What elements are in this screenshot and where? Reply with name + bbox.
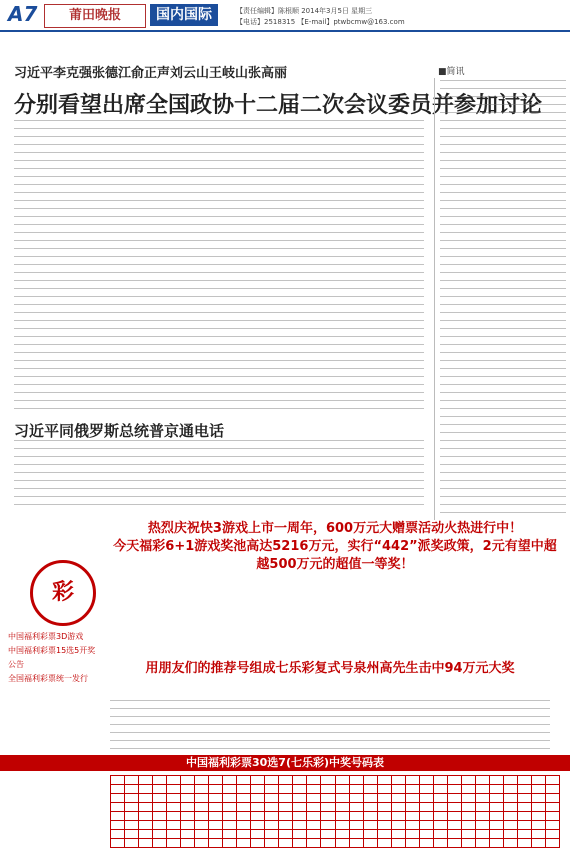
table-cell [251, 821, 265, 830]
table-cell [279, 812, 293, 821]
table-cell [251, 776, 265, 785]
table-cell [321, 785, 335, 794]
table-cell [209, 812, 223, 821]
table-cell [419, 776, 433, 785]
table-cell [125, 776, 139, 785]
table-cell [279, 803, 293, 812]
newspaper-logo: 莆田晚报 [44, 4, 146, 28]
table-cell [503, 776, 517, 785]
table-cell [307, 839, 321, 848]
table-cell [391, 803, 405, 812]
table-cell [181, 821, 195, 830]
table-cell [433, 830, 447, 839]
table-cell [321, 821, 335, 830]
table-cell [209, 839, 223, 848]
table-cell [251, 839, 265, 848]
table-cell [265, 776, 279, 785]
table-cell [433, 785, 447, 794]
table-cell [447, 794, 461, 803]
table-cell [153, 812, 167, 821]
table-cell [181, 785, 195, 794]
table-cell [237, 794, 251, 803]
table-cell [181, 839, 195, 848]
table-cell [377, 785, 391, 794]
table-cell [419, 830, 433, 839]
table-cell [139, 821, 153, 830]
table-cell [279, 776, 293, 785]
table-cell [153, 776, 167, 785]
table-cell [139, 812, 153, 821]
table-cell [391, 794, 405, 803]
table-cell [531, 803, 545, 812]
table-cell [153, 785, 167, 794]
table-cell [391, 830, 405, 839]
table-cell [195, 785, 209, 794]
table-cell [223, 821, 237, 830]
banner-line-1: 热烈庆祝快3游戏上市一周年，600万元大赠票活动火热进行中！ [147, 521, 523, 536]
table-cell [433, 776, 447, 785]
table-cell [209, 803, 223, 812]
table-cell [195, 803, 209, 812]
table-cell [517, 794, 531, 803]
table-cell [419, 794, 433, 803]
table-cell [195, 839, 209, 848]
table-cell [167, 803, 181, 812]
table-cell [545, 821, 559, 830]
table-row [111, 794, 560, 803]
table-cell [321, 839, 335, 848]
table-cell [209, 785, 223, 794]
table-cell [111, 812, 125, 821]
table-row [111, 821, 560, 830]
table-cell [461, 794, 475, 803]
table-cell [167, 785, 181, 794]
table-row [111, 812, 560, 821]
table-cell [503, 839, 517, 848]
table-cell [405, 776, 419, 785]
table-cell [405, 830, 419, 839]
table-cell [349, 803, 363, 812]
section-label: 国内国际 [150, 4, 218, 26]
table-cell [335, 794, 349, 803]
page-number: A7 [8, 2, 38, 26]
table-cell [531, 821, 545, 830]
table-cell [349, 821, 363, 830]
table-cell [475, 803, 489, 812]
table-cell [139, 803, 153, 812]
table-cell [265, 821, 279, 830]
table-cell [237, 830, 251, 839]
table-cell [139, 785, 153, 794]
table-cell [531, 794, 545, 803]
table-cell [545, 803, 559, 812]
table-cell [475, 785, 489, 794]
article-text-2 [14, 440, 424, 510]
table-cell [153, 839, 167, 848]
table-cell [181, 812, 195, 821]
table-cell [251, 785, 265, 794]
kicker: 习近平李克强张德江俞正声刘云山王岐山张高丽 [14, 66, 288, 81]
table-cell [377, 830, 391, 839]
table-cell [293, 830, 307, 839]
table-cell [419, 812, 433, 821]
lottery-article-title: 用朋友们的推荐号组成七乐彩复式号泉州高先生击中94万元大奖 [145, 661, 515, 676]
table-cell [475, 821, 489, 830]
table-cell [335, 803, 349, 812]
table-cell [433, 803, 447, 812]
table-cell [433, 839, 447, 848]
table-cell [489, 821, 503, 830]
table-cell [125, 794, 139, 803]
table-cell [489, 830, 503, 839]
table-cell [377, 776, 391, 785]
table-cell [111, 794, 125, 803]
table-cell [377, 794, 391, 803]
table-cell [195, 830, 209, 839]
table-cell [111, 821, 125, 830]
table-cell [419, 785, 433, 794]
table-cell [111, 776, 125, 785]
table-cell [153, 794, 167, 803]
table-cell [279, 794, 293, 803]
table-cell [293, 812, 307, 821]
table-cell [307, 803, 321, 812]
contact-info: 【电话】2518315 【E-mail】ptwbcmw@163.com [236, 18, 405, 26]
table-cell [447, 803, 461, 812]
lottery-banner [110, 520, 560, 580]
table-cell [321, 812, 335, 821]
ad-line: 中国福利彩票15选5开奖公告 [8, 646, 96, 669]
table-cell [475, 794, 489, 803]
table-cell [307, 776, 321, 785]
table-cell [111, 839, 125, 848]
table-cell [139, 830, 153, 839]
table-cell [391, 839, 405, 848]
table-cell [489, 794, 503, 803]
table-cell [139, 776, 153, 785]
table-cell [363, 776, 377, 785]
table-cell [419, 839, 433, 848]
table-cell [503, 803, 517, 812]
table-cell [139, 794, 153, 803]
table-cell [139, 839, 153, 848]
table-cell [363, 803, 377, 812]
table-cell [391, 821, 405, 830]
table-cell [419, 803, 433, 812]
table-cell [545, 794, 559, 803]
table-cell [461, 839, 475, 848]
table-row [111, 785, 560, 794]
table-cell [503, 812, 517, 821]
table-cell [489, 776, 503, 785]
table-cell [503, 794, 517, 803]
table-cell [237, 812, 251, 821]
table-cell [489, 839, 503, 848]
editor-info: 【责任编辑】陈根顺 2014年3月5日 星期三 [236, 7, 373, 15]
table-cell [307, 794, 321, 803]
table-cell [237, 776, 251, 785]
table-cell [167, 812, 181, 821]
table-cell [307, 785, 321, 794]
table-cell [125, 812, 139, 821]
table-cell [251, 812, 265, 821]
table-cell [307, 821, 321, 830]
table-cell [251, 803, 265, 812]
table-cell [461, 803, 475, 812]
table-cell [265, 839, 279, 848]
article-text-1 [14, 120, 424, 410]
table-cell [279, 821, 293, 830]
table-cell [405, 839, 419, 848]
table-cell [279, 830, 293, 839]
table-cell [265, 812, 279, 821]
table-cell [335, 839, 349, 848]
table-cell [447, 839, 461, 848]
table-cell [489, 812, 503, 821]
table-cell [307, 830, 321, 839]
table-cell [111, 830, 125, 839]
sidebar-label: ■简讯 [438, 67, 465, 77]
table-cell [489, 803, 503, 812]
table-row [111, 830, 560, 839]
table-cell [461, 785, 475, 794]
table-row [111, 839, 560, 848]
table-cell [307, 812, 321, 821]
table-cell [475, 830, 489, 839]
table-cell [321, 830, 335, 839]
table-cell [209, 776, 223, 785]
table-cell [265, 830, 279, 839]
table-cell [447, 830, 461, 839]
table-cell [111, 785, 125, 794]
table-cell [461, 812, 475, 821]
table-cell [447, 776, 461, 785]
table-cell [195, 794, 209, 803]
table-cell [195, 821, 209, 830]
table-cell [517, 776, 531, 785]
table-cell [195, 776, 209, 785]
table-cell [237, 839, 251, 848]
table-cell [181, 776, 195, 785]
table-cell [391, 785, 405, 794]
table-cell [209, 830, 223, 839]
table-cell [153, 830, 167, 839]
table-cell [517, 821, 531, 830]
lottery-article-text [110, 700, 550, 750]
table-cell [237, 821, 251, 830]
table-cell [223, 794, 237, 803]
table-cell [167, 830, 181, 839]
table-cell [391, 812, 405, 821]
table-cell [503, 785, 517, 794]
table-cell [237, 785, 251, 794]
table-cell [321, 803, 335, 812]
table-cell [475, 812, 489, 821]
table-cell [377, 839, 391, 848]
table-cell [447, 812, 461, 821]
table-cell [363, 839, 377, 848]
table-row [111, 776, 560, 785]
table-cell [293, 794, 307, 803]
table-cell [111, 803, 125, 812]
table-cell [363, 812, 377, 821]
table-cell [349, 785, 363, 794]
table-cell [321, 794, 335, 803]
table-cell [377, 812, 391, 821]
table-cell [377, 821, 391, 830]
table-cell [475, 839, 489, 848]
lottery-table-title: 中国福利彩票30选7(七乐彩)中奖号码表 [0, 755, 570, 771]
table-cell [153, 803, 167, 812]
table-cell [195, 812, 209, 821]
table-cell [125, 821, 139, 830]
table-cell [293, 821, 307, 830]
table-cell [181, 830, 195, 839]
table-cell [181, 803, 195, 812]
table-cell [349, 830, 363, 839]
table-cell [363, 821, 377, 830]
banner-line-2: 今天福彩6+1游戏奖池高达5216万元，实行“442”派奖政策，2元有望中超越500万元的超值一等奖！ [113, 539, 557, 572]
table-cell [531, 839, 545, 848]
table-cell [363, 794, 377, 803]
table-cell [223, 776, 237, 785]
table-cell [405, 794, 419, 803]
table-cell [545, 830, 559, 839]
table-cell [279, 839, 293, 848]
table-cell [363, 785, 377, 794]
table-cell [503, 830, 517, 839]
table-cell [223, 830, 237, 839]
table-cell [125, 839, 139, 848]
table-cell [237, 803, 251, 812]
table-cell [223, 812, 237, 821]
table-cell [405, 812, 419, 821]
table-cell [223, 803, 237, 812]
table-cell [279, 785, 293, 794]
table-cell [223, 785, 237, 794]
table-cell [377, 803, 391, 812]
table-cell [475, 776, 489, 785]
table-cell [545, 776, 559, 785]
table-cell [321, 776, 335, 785]
table-cell [209, 794, 223, 803]
table-cell [335, 821, 349, 830]
lottery-table [110, 775, 560, 848]
ad-line: 中国福利彩票3D游戏 [8, 632, 84, 641]
table-cell [293, 785, 307, 794]
table-cell [293, 776, 307, 785]
table-cell [293, 839, 307, 848]
table-cell [349, 776, 363, 785]
table-cell [223, 839, 237, 848]
table-cell [335, 776, 349, 785]
table-cell [545, 839, 559, 848]
table-cell [531, 785, 545, 794]
table-cell [167, 821, 181, 830]
table-cell [405, 821, 419, 830]
table-cell [265, 803, 279, 812]
table-cell [335, 812, 349, 821]
table-cell [433, 812, 447, 821]
table-cell [447, 785, 461, 794]
table-cell [363, 830, 377, 839]
table-cell [545, 812, 559, 821]
table-cell [517, 812, 531, 821]
table-cell [517, 785, 531, 794]
table-cell [433, 821, 447, 830]
table-cell [391, 776, 405, 785]
table-row [111, 803, 560, 812]
table-cell [335, 830, 349, 839]
table-cell [265, 785, 279, 794]
ad-line: 全国福利彩票统一发行 [8, 674, 88, 683]
header-rule [0, 30, 570, 32]
table-cell [153, 821, 167, 830]
table-cell [461, 821, 475, 830]
table-cell [447, 821, 461, 830]
table-cell [125, 830, 139, 839]
table-cell [167, 776, 181, 785]
table-cell [531, 830, 545, 839]
table-cell [293, 803, 307, 812]
table-cell [349, 839, 363, 848]
table-cell [545, 785, 559, 794]
table-cell [433, 794, 447, 803]
table-cell [125, 785, 139, 794]
lottery-logo: 彩 [30, 560, 96, 626]
table-cell [251, 830, 265, 839]
sub-headline: 习近平同俄罗斯总统普京通电话 [14, 422, 225, 440]
table-cell [209, 821, 223, 830]
table-cell [461, 776, 475, 785]
table-cell [405, 785, 419, 794]
table-cell [489, 785, 503, 794]
table-cell [181, 794, 195, 803]
table-cell [265, 794, 279, 803]
table-cell [517, 803, 531, 812]
table-cell [517, 830, 531, 839]
table-cell [167, 839, 181, 848]
headline: 分别看望出席全国政协十二届二次会议委员并参加讨论 [14, 93, 543, 118]
table-cell [251, 794, 265, 803]
table-cell [503, 821, 517, 830]
table-cell [167, 794, 181, 803]
table-cell [349, 812, 363, 821]
table-cell [335, 785, 349, 794]
table-cell [419, 821, 433, 830]
table-cell [349, 794, 363, 803]
table-cell [461, 830, 475, 839]
table-cell [531, 776, 545, 785]
table-cell [517, 839, 531, 848]
table-cell [405, 803, 419, 812]
table-cell [531, 812, 545, 821]
lottery-ads [8, 630, 98, 686]
table-cell [125, 803, 139, 812]
